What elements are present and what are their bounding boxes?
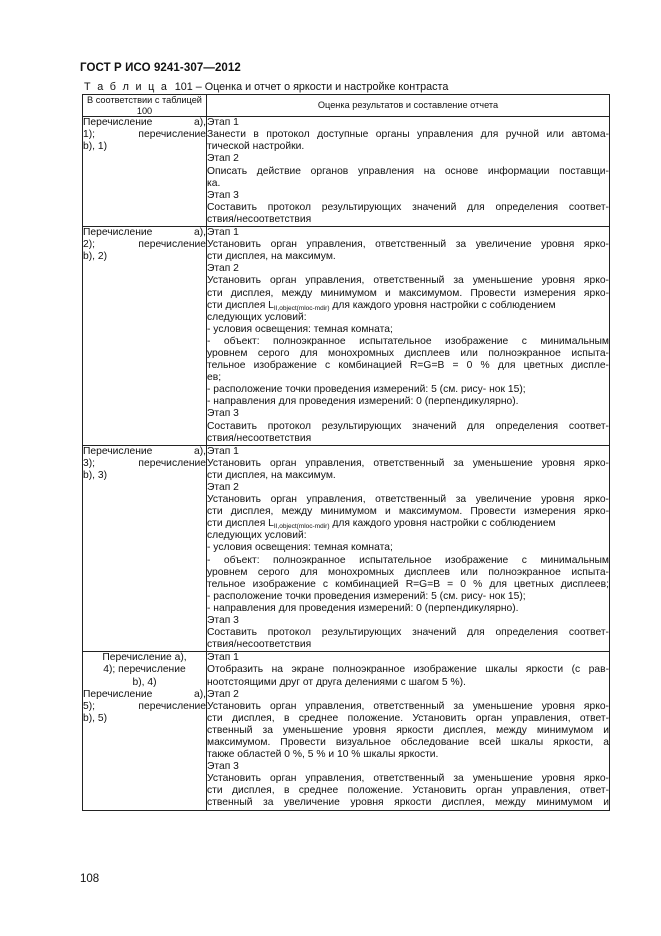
reference-line: b), 3): [83, 469, 108, 481]
reference-cell: [83, 227, 207, 446]
text-line: ственный за увеличение уровня яркости дисплея, между минимумом и: [207, 797, 609, 809]
text-line: - направления для проведения измерений: 0 (перпендикулярно).: [207, 602, 519, 614]
text-line: - условия освещения: темная комната;: [207, 542, 393, 554]
text-line: сти дисплея, на максимум.: [207, 469, 336, 481]
text-line: - условия освещения: темная комната;: [207, 323, 393, 335]
text-line: - расположение точки проведения измерений: 5 (см. рису- нок 15);: [207, 590, 526, 602]
text-line: Занести в протокол доступные органы управления для ручной или автома-: [207, 129, 609, 141]
text-line: ствия/несоответствия: [207, 639, 312, 651]
text-line: тической настройки.: [207, 141, 305, 153]
text-line: Установить орган управления, ответственный за уменьшение уровня ярко-: [207, 700, 609, 712]
text-line: также областей 0 %, 5 % и 10 % шкалы яркости.: [207, 749, 439, 761]
text-line: - направления для проведения измерений: 0 (перпендикулярно).: [207, 396, 519, 408]
text-line: Установить орган управления, ответственный за увеличение уровня ярко-: [207, 239, 609, 251]
reference-line: 3); перечисление: [83, 457, 206, 469]
text-line: тельное изображение с комбинацией R=G=B = 0 % для цветных диспле-: [207, 360, 609, 372]
step-heading: Этап 3: [207, 189, 239, 201]
text-line: тельное изображение с комбинацией R=G=B = 0 % для цветных дисплеев;: [207, 578, 609, 590]
step-heading: Этап 1: [207, 445, 239, 457]
reference-line: 1); перечисление: [83, 129, 206, 141]
text-line: - объект: полноэкранное испытательное изображение с минимальным: [207, 335, 609, 347]
column-header-reference: В соответствии с таблицей 100: [83, 95, 207, 117]
text-line: Установить орган управления, ответственный за уменьшение уровня ярко-: [207, 773, 609, 785]
text-line: уровнем серого для монохромных дисплеев или полноэкранное испыта-: [207, 347, 609, 359]
reference-line: b), 1): [83, 141, 108, 153]
text-line: следующих условий:: [207, 530, 307, 542]
step-heading: Этап 2: [207, 482, 239, 493]
reference-line: 4); перечисление: [103, 664, 186, 676]
text-line: ка.: [207, 177, 221, 189]
text-line: Составить протокол результирующих значений для определения соответ-: [207, 420, 609, 432]
reference-line: Перечисление а),: [83, 227, 206, 239]
text-line: [207, 300, 609, 312]
text-line: сти дисплея, в среднее положение. Установить орган управления, ответ-: [207, 785, 609, 797]
page-number: 108: [80, 873, 100, 885]
text-line: - объект: полноэкранное испытательное изображение с минимальным: [207, 554, 609, 566]
text-line: Отобразить на экране полноэкранное изображение шкалы яркости (с рав-: [207, 664, 609, 676]
step-heading: Этап 1: [207, 117, 239, 129]
text-line: Составить протокол результирующих значений для определения соответ-: [207, 201, 609, 213]
step-heading: Этап 1: [207, 652, 239, 664]
text-line: Установить орган управления, ответственный за уменьшение уровня ярко-: [207, 457, 609, 469]
text-line: сти дисплея, на максимум.: [207, 251, 336, 263]
column-header-assessment: Оценка результатов и составление отчета: [207, 95, 610, 117]
text-line: Описать действие органов управления на основе информации поставщи-: [207, 165, 609, 177]
text-line: ствия/несоответствия: [207, 213, 312, 225]
step-heading: Этап 3: [207, 408, 239, 420]
step-heading: Этап 2: [207, 263, 239, 275]
text-line: - расположение точки проведения измерений: 5 (см. рису- нок 15);: [207, 384, 526, 396]
assessment-cell: [207, 227, 610, 446]
luminance-subscript: II,object(mloc-mdir): [273, 523, 330, 531]
assessment-cell: [207, 117, 610, 227]
text-segment: сти дисплея L: [207, 299, 274, 311]
reference-line: 5); перечисление: [83, 700, 206, 712]
reference-cell: [83, 445, 207, 652]
reference-line: b), 5): [83, 712, 108, 724]
table-row: [83, 652, 610, 810]
text-line: следующих условий:: [207, 311, 307, 323]
step-heading: Этап 3: [207, 761, 239, 773]
assessment-table: [82, 94, 610, 811]
table-caption-label: Т а б л и ц а: [84, 81, 169, 93]
table-row: [83, 445, 610, 652]
reference-line: Перечисление а),: [83, 688, 206, 700]
reference-line: b), 4): [132, 676, 157, 688]
text-line: Установить орган управления, ответственный за увеличение уровня ярко-: [207, 494, 609, 506]
reference-cell: [83, 117, 207, 227]
table-caption: [84, 81, 448, 93]
text-segment: для каждого уровня настройки с соблюдением: [329, 518, 556, 530]
text-line: Составить протокол результирующих значений для определения соответ-: [207, 627, 609, 639]
text-line: максимумом. Провести визуальное обследование всей шкалы яркости, а: [207, 736, 609, 748]
luminance-subscript: II,object(mloc-mdir): [273, 304, 330, 312]
assessment-cell: [207, 445, 610, 652]
step-heading: Этап 2: [207, 153, 239, 165]
text-line: сти дисплея, между минимумом и максимумом. Провести измерения ярко-: [207, 506, 609, 518]
reference-line: Перечисление а),: [83, 117, 206, 129]
text-line: уровнем серого для монохромных дисплеев или полноэкранное испыта-: [207, 566, 609, 578]
text-line: [207, 518, 609, 530]
table-row: [83, 117, 610, 227]
step-heading: Этап 1: [207, 227, 239, 239]
step-heading: Этап 2: [207, 688, 239, 700]
reference-line: 2); перечисление: [83, 239, 206, 251]
text-line: Установить орган управления, ответственный за уменьшение уровня ярко-: [207, 275, 609, 287]
reference-line: b), 2): [83, 251, 108, 263]
reference-cell: [83, 652, 207, 810]
reference-line: Перечисление а),: [102, 652, 187, 664]
text-segment: сти дисплея L: [207, 518, 274, 530]
text-line: ноотстоящими друг от друга делениями с шагом 5 %).: [207, 676, 466, 688]
text-line: ев;: [207, 372, 222, 384]
text-line: сти дисплея, между минимумом и максимумом. Провести измерения ярко-: [207, 287, 609, 299]
document-header: ГОСТ Р ИСО 9241-307—2012: [80, 62, 241, 74]
text-line: ственный за уменьшение уровня яркости дисплея, между минимумом и: [207, 724, 609, 736]
table-header-row: [83, 95, 610, 117]
table-row: [83, 227, 610, 446]
assessment-cell: [207, 652, 610, 810]
text-line: сти дисплея, в среднее положение. Установить орган управления, ответ-: [207, 712, 609, 724]
step-heading: Этап 3: [207, 615, 239, 627]
text-segment: для каждого уровня настройки с соблюдением: [329, 299, 556, 311]
text-line: ствия/несоответствия: [207, 432, 312, 444]
table-caption-text: 101 – Оценка и отчет о яркости и настройке контраста: [174, 81, 449, 93]
reference-line: Перечисление а),: [83, 445, 206, 457]
